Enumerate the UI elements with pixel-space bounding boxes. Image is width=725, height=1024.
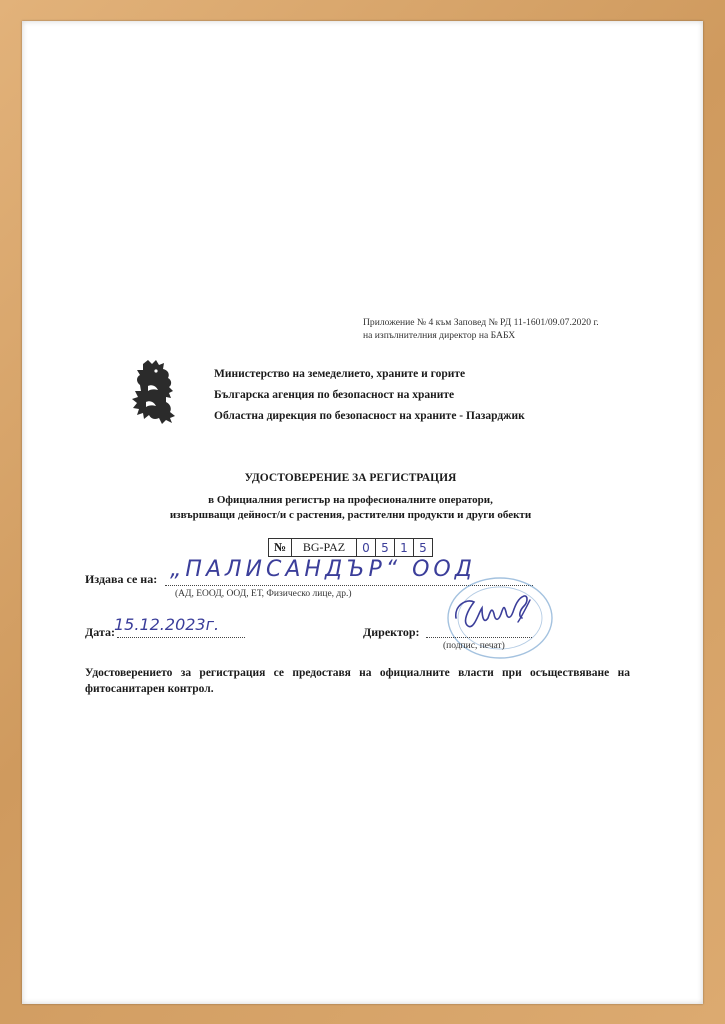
director-label: Директор:: [363, 625, 420, 639]
registration-digit: 5: [376, 539, 395, 556]
registration-digit: 5: [419, 540, 427, 555]
registration-digit: 0: [357, 539, 376, 556]
registration-prefix: BG-PAZ: [292, 539, 357, 556]
issued-to-value: „ПАЛИСАНДЪР“ ООД: [170, 557, 476, 582]
agency-name: Българска агенция по безопасност на храните: [214, 389, 455, 401]
director-signature: [448, 588, 548, 638]
certificate-title: УДОСТОВЕРЕНИЕ ЗА РЕГИСТРАЦИЯ: [244, 472, 457, 484]
ministry-name: Министерство на земеделието, храните и горите: [214, 368, 466, 380]
annex-reference: [363, 316, 599, 342]
date-dotted-line: [117, 637, 245, 638]
issued-to-label: Издава се на:: [85, 572, 158, 586]
annex-line-1: Приложение № 4 към Заповед № РД 11-1601/09.07.2020 г.: [363, 317, 599, 328]
certificate-subtitle: [60, 493, 641, 523]
directorate-name: Областна дирекция по безопасност на храните - Пазарджик: [214, 410, 525, 422]
date-label: Дата:: [85, 625, 115, 639]
bulgarian-lion-icon: [126, 358, 182, 426]
number-sign: №: [269, 539, 292, 556]
subtitle-line-2: извършващи дейност/и с растения, растителни продукти и други обекти: [169, 509, 532, 521]
director-hint: (подпис, печат): [443, 641, 505, 651]
usage-note: Удостоверението за регистрация се предоставя на официалните власти при осъществяване на фитосанитарен контрол.: [85, 667, 630, 695]
subtitle-line-1: в Официалния регистър на професионалните оператори,: [208, 494, 493, 506]
registration-number-box: [268, 538, 433, 557]
annex-line-2: на изпълнителния директор на БАБХ: [363, 330, 516, 341]
registration-digit: 1: [395, 539, 414, 556]
organization-block: [214, 364, 525, 427]
issued-to-hint: (АД, ЕООД, ООД, ЕТ, Физическо лице, др.): [175, 589, 352, 599]
date-value: 15.12.2023г.: [114, 615, 220, 634]
